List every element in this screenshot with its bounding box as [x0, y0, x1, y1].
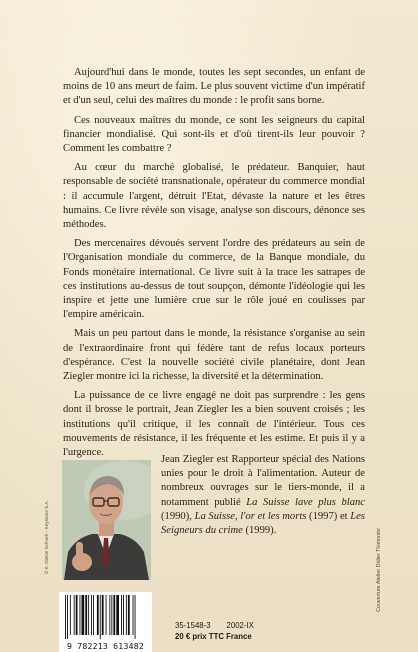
bio-year-2: (1997) et: [306, 510, 351, 522]
book-price: 20 € prix TTC France: [175, 632, 252, 641]
paragraph-6: La puissance de ce livre engagé ne doit pas surprendre : les gens dont il brosse le portrait, Jean Ziegler les a bien souvent croisés ; les institutions qu'il critique, il les connaît de l'intérieur. Tous ces mouvements de résistance, il les fréquente et les estime. Et puis il y a l'urgence.: [63, 390, 365, 459]
book-code: 35-1548-3: [175, 621, 211, 630]
bio-text: [161, 453, 365, 538]
blurb: [63, 66, 365, 465]
bio-intro: Jean Ziegler est Rapporteur spécial des Nations unies pour le droit à l'alimentation. Auteur de nombreux ouvrages sur le tiers-monde, il a notamment publié: [161, 454, 365, 508]
barcode-digits: 9 782213 613482: [67, 641, 144, 651]
cover-credit: Couverture Atelier Didier Thimonier: [376, 527, 382, 612]
book-edition: 2002-IX: [226, 621, 254, 630]
bio-year-3: (1999).: [242, 525, 277, 537]
book-info: [175, 620, 254, 642]
book-title-3: Les Seigneurs du crime: [161, 510, 365, 537]
bio-year-1: (1990),: [161, 510, 195, 522]
author-photo: [62, 460, 151, 580]
barcode-bars: [59, 592, 152, 642]
book-title-1: La Suisse lave plus blanc: [246, 496, 365, 508]
author-portrait: [62, 460, 151, 580]
paragraph-1: Aujourd'hui dans le monde, toutes les sept secondes, un enfant de moins de 10 ans meurt de faim. Le plus souvent victime d'un impératif et d'un seul, celui des maîtres du monde : le profit sans borne.: [63, 67, 365, 107]
paragraph-5: Mais un peu partout dans le monde, la résistance s'organise au sein de l'extraordinaire front qui fédère tant de refus locaux porteurs d'espérance. C'est la nouvelle société civile planétaire, dont Jean Ziegler montre ici la richesse, la diversité et la détermination.: [63, 328, 365, 383]
paragraph-3: Au cœur du marché globalisé, le prédateur. Banquier, haut responsable de société transnationale, opérateur du commerce mondial : il accumule l'argent, détruit l'Etat, dévaste la nature et les êtres humains. Ce livre révèle son visage, analyse son discours, dénonce ses méthodes.: [63, 162, 365, 231]
photo-credit: © K. Dietze Schnell – Keystone S.A.: [44, 500, 49, 574]
paragraph-2: Ces nouveaux maîtres du monde, ce sont les seigneurs du capital financier mondialisé. Qui sont-ils et d'où tirent-ils leur pouvoir ? Comment les combattre ?: [63, 114, 365, 155]
author-bio: [161, 453, 365, 538]
isbn-barcode: [59, 592, 152, 652]
paragraph-4: Des mercenaires dévoués servent l'ordre des prédateurs au sein de l'Organisation mondiale du commerce, de la Banque mondiale, du Fonds monétaire international. Ce livre suit à la trace les satrapes de ces institutions au-dessus de tout soupçon, démonte l'idéologie qui les inspire et jette une lumière crue sur le rôle joué en coulisses par l'empire américain.: [63, 238, 365, 321]
book-title-2: La Suisse, l'or et les morts: [194, 510, 307, 522]
